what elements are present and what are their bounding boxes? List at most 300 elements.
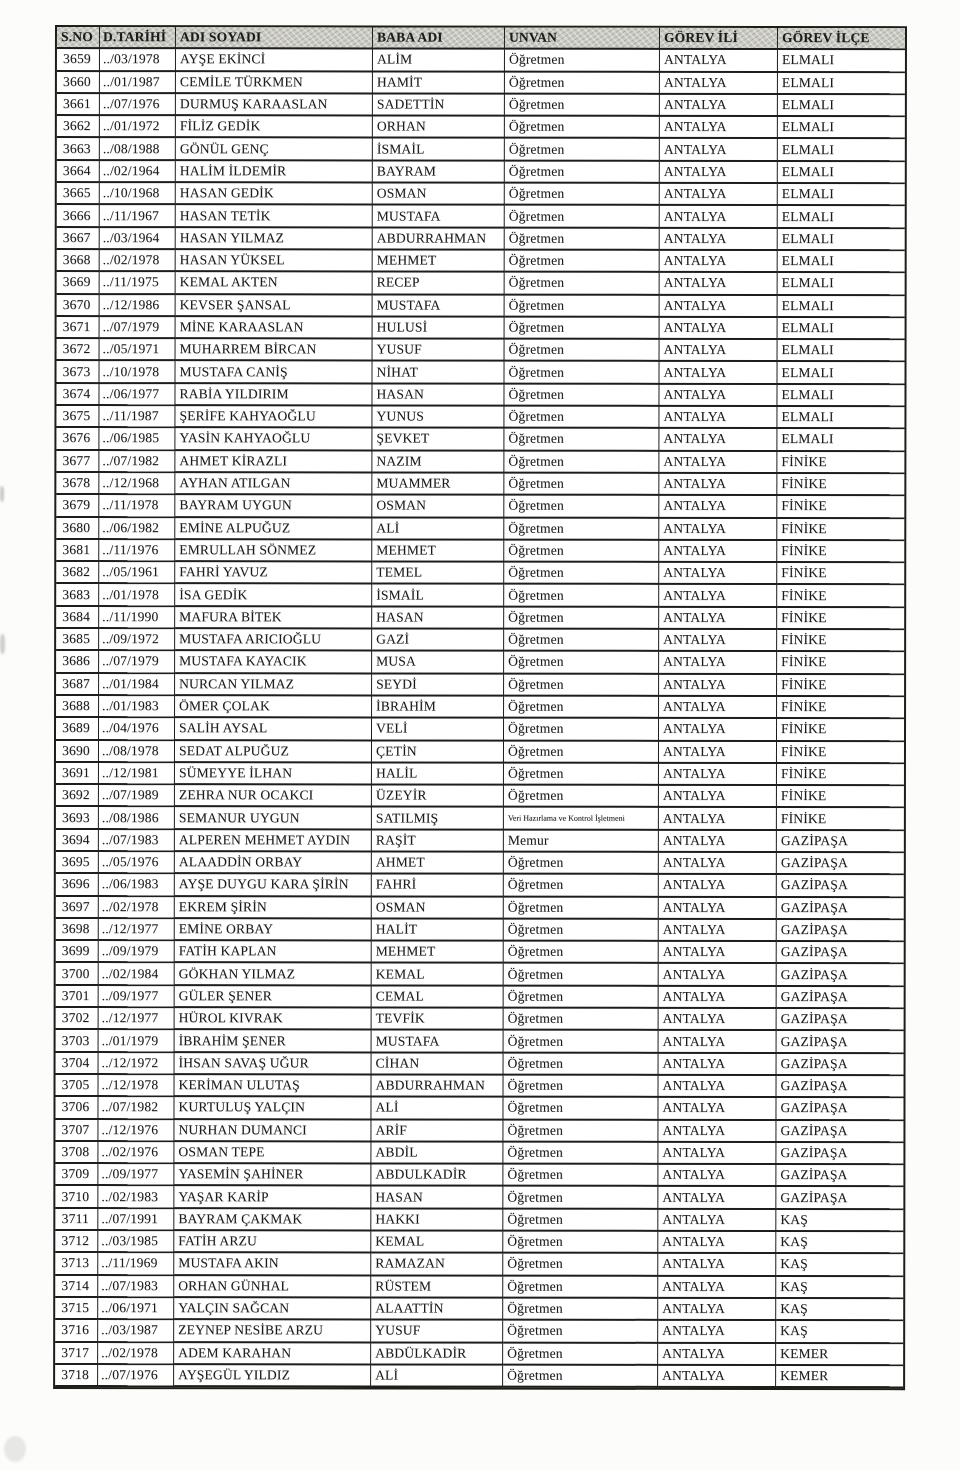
cell-province: ANTALYA [659, 964, 777, 986]
cell-title: Memur [504, 830, 659, 853]
cell-title: Öğretmen [505, 161, 660, 184]
cell-name: ZEYNEP NESİBE ARZU [174, 1320, 371, 1343]
cell-father-name: SADETTİN [373, 94, 505, 116]
column-header: GÖREV İLÇE [778, 28, 905, 50]
cell-province: ANTALYA [659, 1009, 777, 1031]
cell-district: GAZİPAŞA [777, 920, 904, 942]
cell-title: Öğretmen [504, 786, 659, 809]
cell-birthdate: ../09/1977 [98, 1164, 174, 1186]
cell-name: ORHAN GÜNHAL [174, 1276, 371, 1299]
cell-province: ANTALYA [660, 229, 778, 251]
cell-title: Öğretmen [504, 763, 659, 786]
column-header: UNVAN [505, 28, 660, 51]
cell-district: KAŞ [776, 1254, 903, 1276]
cell-sno: 3666 [57, 205, 100, 227]
cell-title: Öğretmen [505, 317, 660, 340]
cell-title: Öğretmen [504, 1009, 659, 1032]
cell-father-name: TEVFİK [372, 1009, 504, 1031]
cell-father-name: ÇETİN [372, 741, 504, 763]
cell-name: BAYRAM ÇAKMAK [174, 1209, 371, 1232]
cell-father-name: HALİL [372, 763, 504, 785]
cell-sno: 3670 [57, 295, 100, 317]
cell-father-name: AHMET [372, 852, 504, 874]
cell-district: ELMALI [778, 50, 905, 72]
cell-title: Öğretmen [504, 986, 659, 1009]
cell-title: Öğretmen [503, 1187, 658, 1210]
cell-father-name: ABDİL [371, 1142, 503, 1164]
cell-father-name: NAZIM [372, 451, 504, 473]
cell-name: GÖNÜL GENÇ [176, 139, 373, 162]
cell-province: ANTALYA [659, 563, 777, 585]
cell-father-name: OSMAN [372, 496, 504, 518]
cell-district: FİNİKE [777, 808, 904, 830]
cell-sno: 3679 [56, 495, 99, 517]
cell-father-name: ABDULKADİR [371, 1165, 503, 1187]
cell-name: GÜLER ŞENER [175, 986, 372, 1009]
cell-sno: 3705 [56, 1075, 99, 1097]
cell-sno: 3662 [57, 116, 100, 138]
cell-sno: 3683 [56, 584, 99, 606]
cell-father-name: KEMAL [372, 964, 504, 986]
cell-province: ANTALYA [659, 987, 777, 1009]
cell-title: Veri Hazırlama ve Kontrol İşletmeni [504, 808, 659, 831]
cell-district: GAZİPAŞA [777, 898, 904, 920]
cell-father-name: OSMAN [372, 897, 504, 919]
cell-district: ELMALI [778, 95, 905, 117]
cell-district: ELMALI [778, 251, 905, 273]
cell-sno: 3703 [56, 1030, 99, 1052]
cell-title: Öğretmen [504, 451, 659, 474]
cell-title: Öğretmen [503, 1254, 658, 1277]
cell-province: ANTALYA [660, 251, 778, 273]
cell-province: ANTALYA [659, 942, 777, 964]
cell-birthdate: ../06/1983 [99, 874, 175, 896]
cell-district: KAŞ [776, 1321, 903, 1343]
cell-province: ANTALYA [660, 184, 778, 206]
scan-smudge [4, 1436, 26, 1462]
cell-sno: 3674 [56, 384, 99, 406]
cell-province: ANTALYA [660, 340, 778, 362]
cell-district: ELMALI [778, 117, 905, 139]
cell-father-name: HASAN [371, 1187, 503, 1209]
cell-birthdate: ../07/1991 [98, 1209, 174, 1231]
cell-province: ANTALYA [659, 1054, 777, 1076]
cell-province: ANTALYA [659, 875, 777, 897]
cell-district: ELMALI [778, 229, 905, 251]
cell-district: ELMALI [778, 73, 905, 95]
cell-father-name: MUSTAFA [372, 1031, 504, 1053]
cell-title: Öğretmen [505, 340, 660, 363]
cell-sno: 3668 [57, 250, 100, 272]
cell-father-name: ALAATTİN [371, 1298, 503, 1320]
cell-name: AHMET KİRAZLI [175, 451, 372, 474]
cell-birthdate: ../05/1971 [100, 339, 176, 361]
cell-father-name: BAYRAM [373, 161, 505, 183]
cell-district: GAZİPAŞA [776, 1121, 903, 1143]
cell-title: Öğretmen [503, 1232, 658, 1255]
cell-birthdate: ../12/1977 [99, 1008, 175, 1030]
cell-sno: 3685 [56, 629, 99, 651]
cell-father-name: ALİ [371, 1098, 503, 1120]
cell-birthdate: ../03/1978 [100, 49, 176, 71]
cell-father-name: İSMAİL [372, 585, 504, 607]
cell-birthdate: ../07/1982 [98, 1097, 174, 1119]
cell-province: ANTALYA [658, 1165, 776, 1187]
cell-province: ANTALYA [660, 50, 778, 72]
cell-name: CEMİLE TÜRKMEN [176, 72, 373, 95]
cell-title: Öğretmen [504, 384, 659, 407]
cell-father-name: SATILMIŞ [372, 808, 504, 830]
cell-father-name: RÜSTEM [371, 1276, 503, 1298]
cell-sno: 3672 [57, 339, 100, 361]
cell-province: ANTALYA [658, 1254, 776, 1276]
cell-district: ELMALI [778, 318, 905, 340]
cell-birthdate: ../12/1981 [99, 763, 175, 785]
cell-sno: 3712 [55, 1231, 98, 1253]
cell-sno: 3663 [57, 138, 100, 160]
cell-birthdate: ../07/1976 [100, 94, 176, 116]
cell-father-name: VELİ [372, 719, 504, 741]
cell-province: ANTALYA [659, 853, 777, 875]
cell-birthdate: ../06/1977 [99, 384, 175, 406]
cell-province: ANTALYA [660, 95, 778, 117]
cell-district: KAŞ [776, 1232, 903, 1254]
cell-father-name: CİHAN [372, 1053, 504, 1075]
cell-father-name: OSMAN [373, 184, 505, 206]
cell-title: Öğretmen [504, 607, 659, 630]
cell-birthdate: ../11/1975 [100, 272, 176, 294]
cell-district: FİNİKE [777, 764, 904, 786]
cell-father-name: MUSA [372, 652, 504, 674]
cell-name: İBRAHİM ŞENER [175, 1031, 372, 1054]
cell-name: NURCAN YILMAZ [175, 674, 372, 697]
cell-province: ANTALYA [660, 318, 778, 340]
cell-district: KEMER [776, 1344, 903, 1366]
cell-sno: 3699 [56, 941, 99, 963]
cell-title: Öğretmen [504, 853, 659, 876]
cell-sno: 3688 [56, 696, 99, 718]
cell-province: ANTALYA [659, 496, 777, 518]
cell-birthdate: ../08/1986 [99, 807, 175, 829]
cell-name: AYŞE DUYGU KARA ŞİRİN [175, 874, 372, 897]
cell-district: FİNİKE [777, 541, 904, 563]
cell-name: KURTULUŞ YALÇIN [174, 1097, 371, 1120]
cell-province: ANTALYA [658, 1143, 776, 1165]
cell-name: EMİNE ALPUĞUZ [175, 518, 372, 541]
cell-title: Öğretmen [503, 1142, 658, 1165]
cell-father-name: MEHMET [372, 942, 504, 964]
cell-sno: 3676 [56, 428, 99, 450]
cell-birthdate: ../12/1972 [99, 1053, 175, 1075]
column-header: GÖREV İLİ [660, 28, 778, 50]
cell-title: Öğretmen [505, 273, 660, 296]
cell-district: ELMALI [778, 340, 905, 362]
cell-district: ELMALI [778, 206, 905, 228]
cell-father-name: ABDÜLKADİR [371, 1343, 503, 1365]
cell-birthdate: ../05/1976 [99, 852, 175, 874]
cell-father-name: İSMAİL [373, 139, 505, 161]
cell-district: KAŞ [776, 1210, 903, 1232]
cell-province: ANTALYA [659, 719, 777, 741]
cell-father-name: İBRAHİM [372, 696, 504, 718]
cell-district: FİNİKE [777, 452, 904, 474]
cell-district: FİNİKE [777, 496, 904, 518]
cell-district: ELMALI [778, 162, 905, 184]
cell-province: ANTALYA [659, 630, 777, 652]
cell-name: HASAN YÜKSEL [176, 250, 373, 273]
cell-name: AYHAN ATILGAN [175, 473, 372, 496]
cell-title: Öğretmen [504, 897, 659, 920]
cell-province: ANTALYA [659, 1076, 777, 1098]
cell-province: ANTALYA [658, 1299, 776, 1321]
cell-district: FİNİKE [777, 675, 904, 697]
cell-name: YAŞAR KARİP [174, 1187, 371, 1210]
cell-title: Öğretmen [503, 1343, 658, 1366]
cell-sno: 3713 [55, 1253, 98, 1275]
cell-father-name: ŞEVKET [372, 429, 504, 451]
cell-name: SALİH AYSAL [175, 718, 372, 741]
cell-sno: 3681 [56, 540, 99, 562]
cell-name: KEMAL AKTEN [176, 272, 373, 295]
cell-district: FİNİKE [777, 585, 904, 607]
cell-province: ANTALYA [658, 1321, 776, 1343]
cell-sno: 3698 [56, 919, 99, 941]
cell-province: ANTALYA [658, 1210, 776, 1232]
cell-sno: 3706 [55, 1097, 98, 1119]
cell-name: EMİNE ORBAY [175, 919, 372, 942]
cell-title: Öğretmen [504, 875, 659, 898]
cell-birthdate: ../12/1976 [98, 1120, 174, 1142]
cell-district: KAŞ [776, 1299, 903, 1321]
cell-father-name: MUSTAFA [373, 295, 505, 317]
cell-sno: 3693 [56, 807, 99, 829]
cell-name: İHSAN SAVAŞ UĞUR [175, 1053, 372, 1076]
cell-name: AYŞEGÜL YILDIZ [174, 1365, 371, 1388]
cell-birthdate: ../02/1983 [98, 1186, 174, 1208]
cell-name: ZEHRA NUR OCAKCI [175, 785, 372, 808]
cell-birthdate: ../02/1978 [98, 1343, 174, 1365]
cell-name: DURMUŞ KARAASLAN [176, 94, 373, 117]
cell-sno: 3667 [57, 228, 100, 250]
cell-name: HÜROL KIVRAK [175, 1008, 372, 1031]
cell-province: ANTALYA [658, 1276, 776, 1298]
cell-birthdate: ../08/1988 [100, 139, 176, 161]
cell-province: ANTALYA [659, 897, 777, 919]
cell-sno: 3661 [57, 94, 100, 116]
cell-name: MUSTAFA ARICIOĞLU [175, 629, 372, 652]
cell-name: BAYRAM UYGUN [175, 495, 372, 518]
cell-district: ELMALI [778, 273, 905, 295]
cell-district: GAZİPAŞA [776, 1143, 903, 1165]
cell-name: ALPEREN MEHMET AYDIN [175, 830, 372, 853]
cell-sno: 3691 [56, 763, 99, 785]
cell-name: YASİN KAHYAOĞLU [175, 429, 372, 452]
cell-title: Öğretmen [504, 920, 659, 943]
cell-title: Öğretmen [504, 407, 659, 430]
cell-province: ANTALYA [659, 407, 777, 429]
cell-birthdate: ../12/1978 [99, 1075, 175, 1097]
cell-name: HASAN YILMAZ [176, 228, 373, 251]
cell-district: KAŞ [776, 1277, 903, 1299]
cell-sno: 3708 [55, 1142, 98, 1164]
cell-district: GAZİPAŞA [777, 853, 904, 875]
cell-sno: 3700 [56, 963, 99, 985]
cell-title: Öğretmen [503, 1321, 658, 1344]
cell-birthdate: ../06/1971 [98, 1298, 174, 1320]
cell-father-name: TEMEL [372, 563, 504, 585]
cell-province: ANTALYA [659, 362, 777, 384]
cell-province: ANTALYA [660, 117, 778, 139]
cell-birthdate: ../02/1978 [100, 250, 176, 272]
cell-district: GAZİPAŞA [777, 1009, 904, 1031]
cell-father-name: SEYDİ [372, 674, 504, 696]
cell-title: Öğretmen [505, 295, 660, 318]
cell-name: EKREM ŞİRİN [175, 897, 372, 920]
cell-province: ANTALYA [659, 786, 777, 808]
cell-name: ALAADDİN ORBAY [175, 852, 372, 875]
cell-birthdate: ../02/1964 [100, 161, 176, 183]
cell-province: ANTALYA [659, 608, 777, 630]
cell-birthdate: ../02/1976 [98, 1142, 174, 1164]
cell-sno: 3686 [56, 651, 99, 673]
scan-smudge [0, 486, 4, 502]
cell-name: ÖMER ÇOLAK [175, 696, 372, 719]
cell-district: GAZİPAŞA [776, 1187, 903, 1209]
cell-province: ANTALYA [658, 1343, 776, 1365]
cell-district: ELMALI [777, 385, 904, 407]
cell-birthdate: ../01/1979 [99, 1030, 175, 1052]
cell-name: MUSTAFA KAYACIK [175, 651, 372, 674]
cell-title: Öğretmen [504, 964, 659, 987]
cell-name: MİNE KARAASLAN [176, 317, 373, 340]
cell-name: FATİH KAPLAN [175, 941, 372, 964]
cell-title: Öğretmen [503, 1165, 658, 1188]
cell-sno: 3659 [57, 49, 100, 71]
cell-father-name: GAZİ [372, 629, 504, 651]
cell-sno: 3711 [55, 1209, 98, 1231]
cell-province: ANTALYA [660, 206, 778, 228]
cell-name: FİLİZ GEDİK [176, 116, 373, 139]
cell-sno: 3704 [56, 1053, 99, 1075]
cell-province: ANTALYA [659, 741, 777, 763]
cell-province: ANTALYA [659, 585, 777, 607]
column-header: D.TARİHİ [100, 27, 176, 49]
cell-district: FİNİKE [777, 630, 904, 652]
cell-father-name: MEHMET [372, 540, 504, 562]
cell-birthdate: ../11/1987 [99, 406, 175, 428]
cell-father-name: ALİM [373, 50, 505, 72]
cell-birthdate: ../01/1983 [99, 696, 175, 718]
cell-title: Öğretmen [504, 585, 659, 608]
cell-district: FİNİKE [777, 652, 904, 674]
cell-birthdate: ../03/1987 [98, 1320, 174, 1342]
cell-province: ANTALYA [659, 518, 777, 540]
cell-district: GAZİPAŞA [777, 1076, 904, 1098]
cell-birthdate: ../07/1983 [99, 830, 175, 852]
cell-birthdate: ../07/1976 [98, 1365, 174, 1387]
cell-sno: 3697 [56, 897, 99, 919]
cell-birthdate: ../06/1982 [99, 518, 175, 540]
cell-father-name: CEMAL [372, 986, 504, 1008]
cell-title: Öğretmen [503, 1098, 658, 1121]
cell-sno: 3717 [55, 1343, 98, 1365]
cell-title: Öğretmen [504, 518, 659, 541]
cell-province: ANTALYA [659, 764, 777, 786]
cell-birthdate: ../07/1983 [98, 1276, 174, 1298]
cell-father-name: MEHMET [373, 250, 505, 272]
cell-birthdate: ../07/1979 [99, 651, 175, 673]
cell-sno: 3696 [56, 874, 99, 896]
cell-father-name: ABDURRAHMAN [373, 228, 505, 250]
cell-district: GAZİPAŞA [777, 1054, 904, 1076]
cell-sno: 3702 [56, 1008, 99, 1030]
cell-district: GAZİPAŞA [777, 987, 904, 1009]
cell-title: Öğretmen [504, 719, 659, 742]
cell-father-name: ALİ [372, 518, 504, 540]
cell-sno: 3687 [56, 674, 99, 696]
cell-father-name: ARİF [371, 1120, 503, 1142]
cell-birthdate: ../01/1972 [100, 116, 176, 138]
cell-name: KEVSER ŞANSAL [176, 295, 373, 318]
cell-birthdate: ../03/1985 [98, 1231, 174, 1253]
column-header: BABA ADI [373, 27, 505, 49]
cell-sno: 3709 [55, 1164, 98, 1186]
column-header: ADI SOYADI [176, 27, 373, 50]
cell-title: Öğretmen [504, 1076, 659, 1099]
cell-birthdate: ../02/1984 [99, 964, 175, 986]
cell-title: Öğretmen [505, 206, 660, 229]
cell-province: ANTALYA [659, 652, 777, 674]
cell-name: RABİA YILDIRIM [175, 384, 372, 407]
cell-title: Öğretmen [504, 652, 659, 675]
cell-province: ANTALYA [659, 385, 777, 407]
cell-district: ELMALI [778, 296, 905, 318]
cell-sno: 3680 [56, 518, 99, 540]
cell-district: GAZİPAŞA [777, 1031, 904, 1053]
cell-name: KERİMAN ULUTAŞ [175, 1075, 372, 1098]
cell-father-name: FAHRİ [372, 875, 504, 897]
personnel-table [53, 25, 907, 1390]
cell-title: Öğretmen [504, 697, 659, 720]
cell-district: ELMALI [777, 362, 904, 384]
cell-father-name: ORHAN [373, 117, 505, 139]
cell-birthdate: ../02/1978 [99, 897, 175, 919]
cell-title: Öğretmen [504, 674, 659, 697]
cell-name: AYŞE EKİNCİ [176, 49, 373, 72]
cell-province: ANTALYA [659, 831, 777, 853]
cell-sno: 3701 [56, 986, 99, 1008]
cell-sno: 3707 [55, 1120, 98, 1142]
cell-name: EMRULLAH SÖNMEZ [175, 540, 372, 563]
cell-province: ANTALYA [659, 541, 777, 563]
cell-name: MAFURA BİTEK [175, 607, 372, 630]
cell-district: FİNİKE [777, 742, 904, 764]
cell-province: ANTALYA [659, 697, 777, 719]
cell-father-name: ABDURRAHMAN [372, 1075, 504, 1097]
cell-province: ANTALYA [660, 139, 778, 161]
cell-birthdate: ../06/1985 [99, 428, 175, 450]
cell-birthdate: ../01/1984 [99, 674, 175, 696]
cell-father-name: RAMAZAN [371, 1254, 503, 1276]
cell-sno: 3694 [56, 830, 99, 852]
cell-province: ANTALYA [660, 72, 778, 94]
cell-title: Öğretmen [504, 741, 659, 764]
cell-name: FATİH ARZU [174, 1231, 371, 1254]
cell-district: KEMER [776, 1366, 903, 1388]
cell-father-name: HASAN [372, 607, 504, 629]
cell-title: Öğretmen [505, 72, 660, 95]
cell-name: ADEM KARAHAN [174, 1343, 371, 1366]
